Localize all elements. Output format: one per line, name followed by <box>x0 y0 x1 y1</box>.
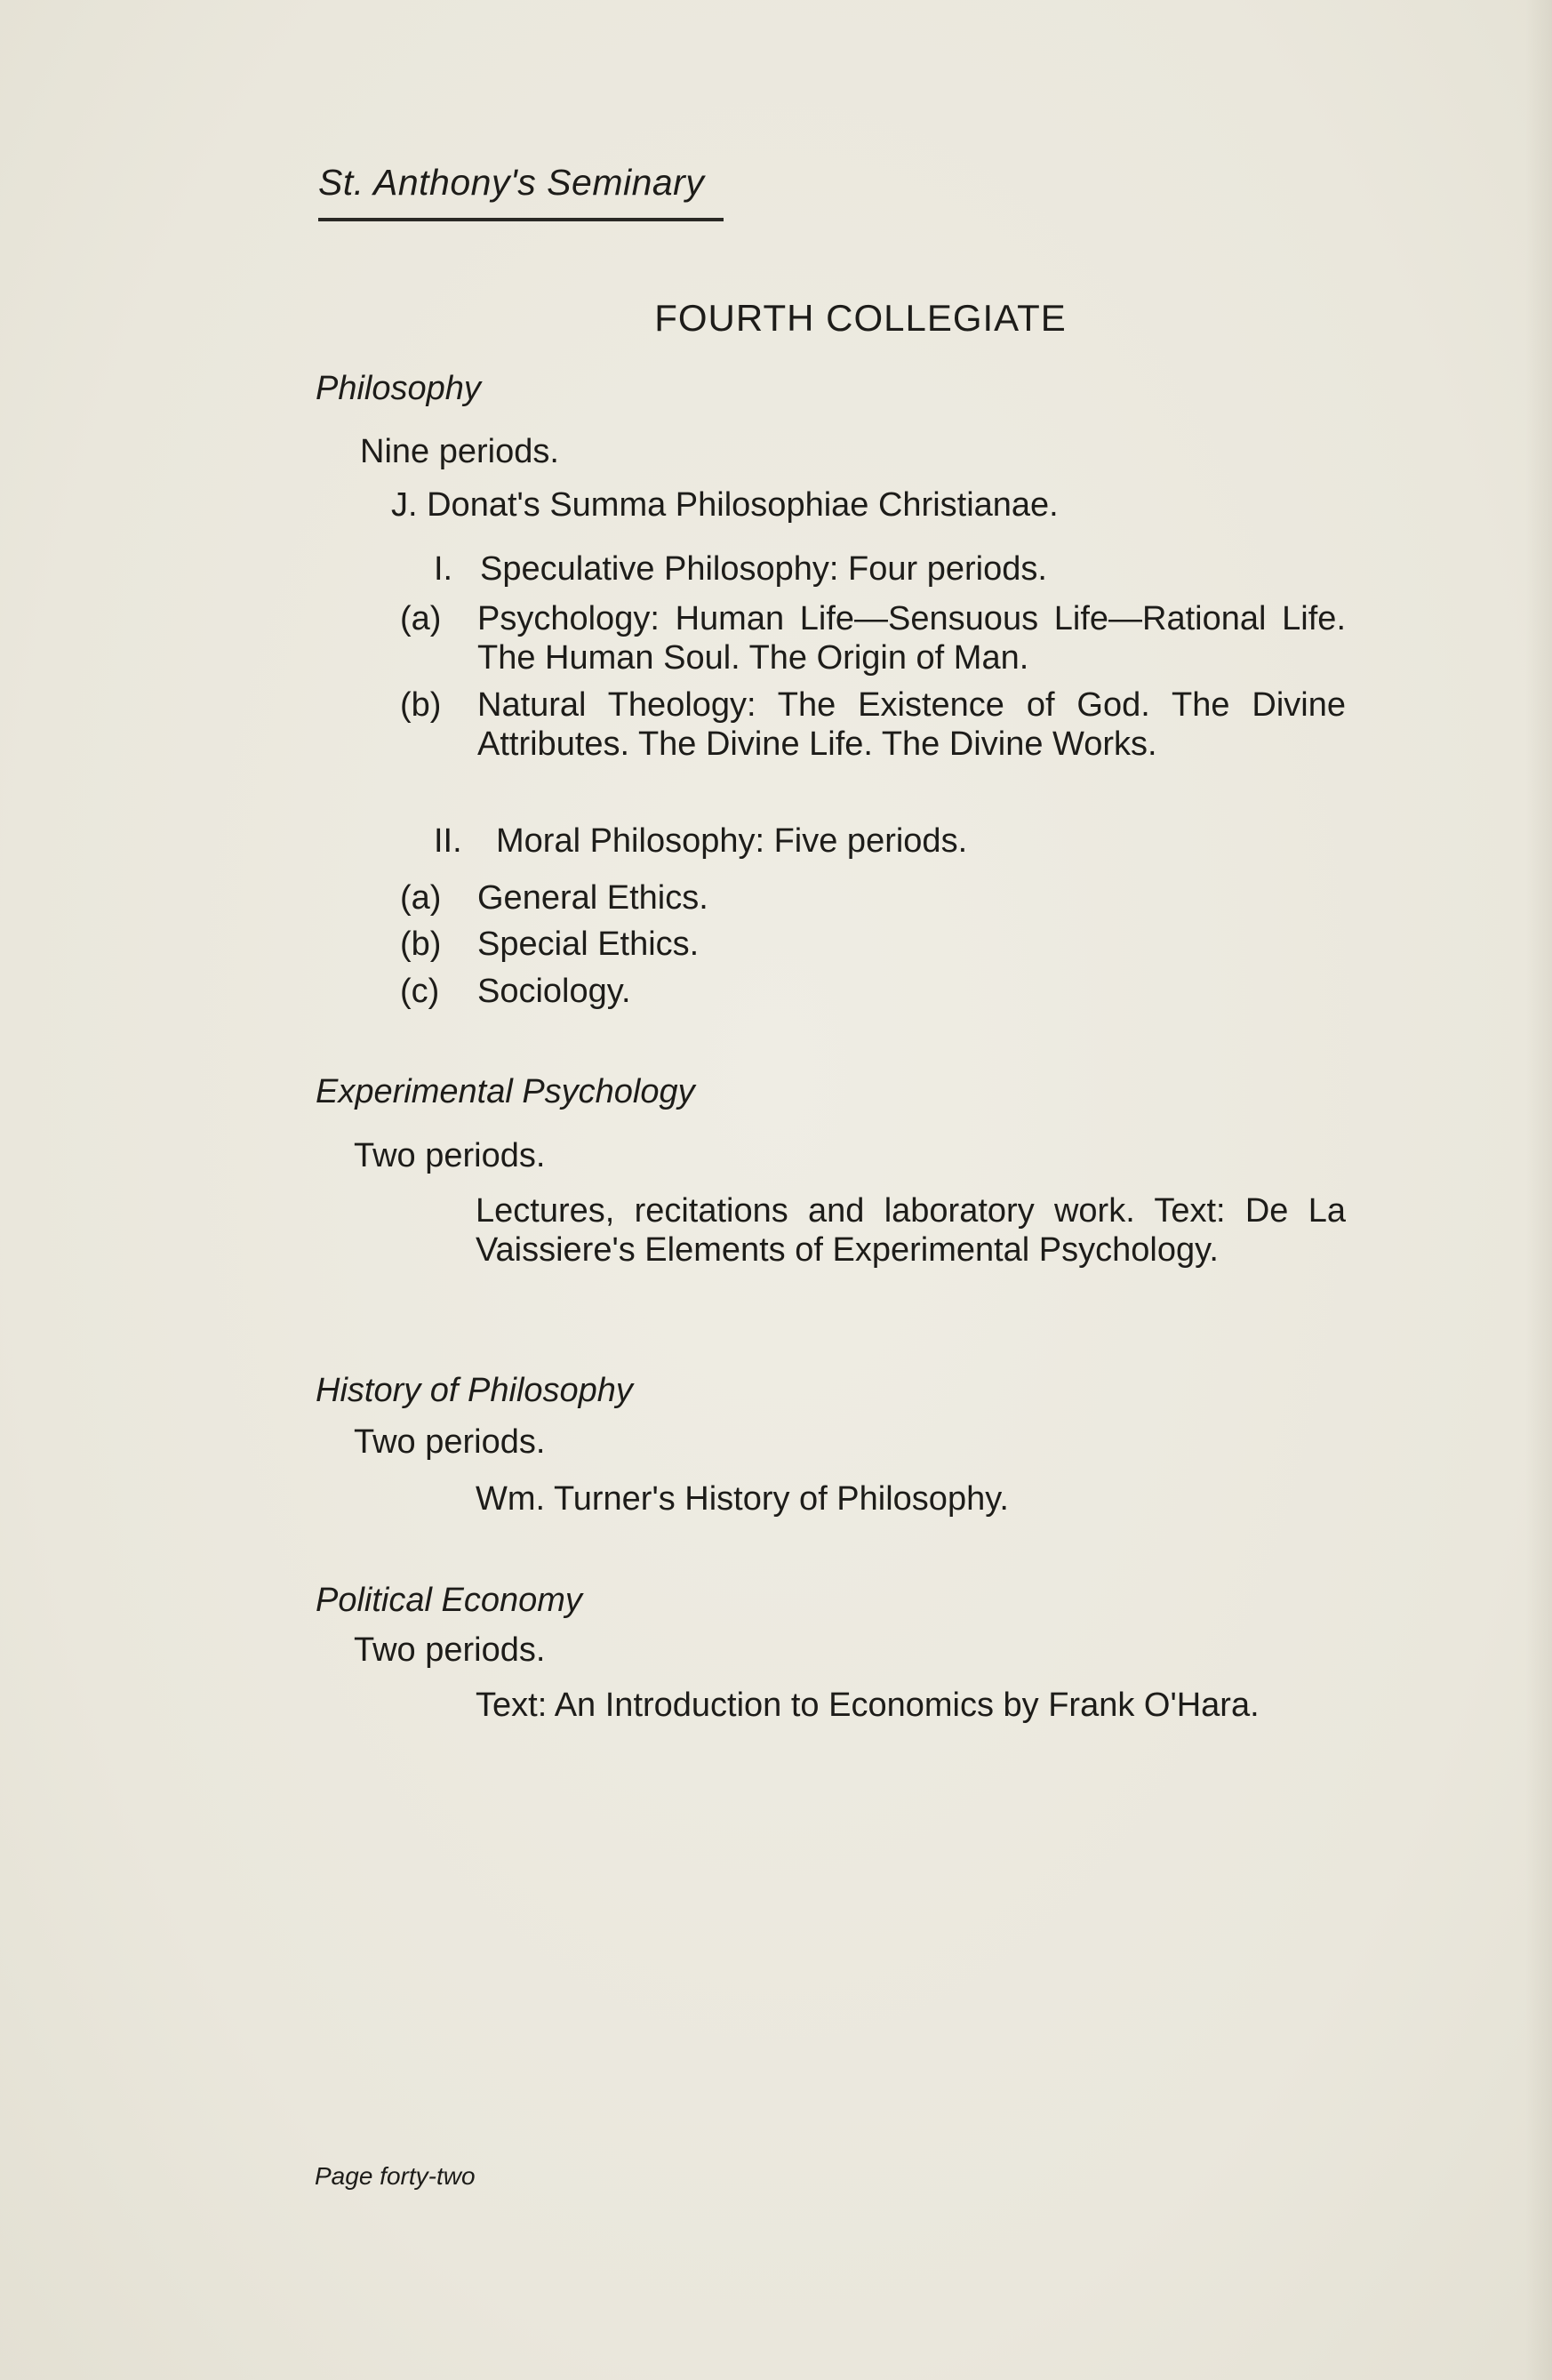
part2-c-marker: (c) <box>400 973 440 1010</box>
part2-a-text: General Ethics. <box>477 879 708 917</box>
header-rule <box>318 218 724 221</box>
part2-c-text: Sociology. <box>477 973 631 1010</box>
political-economy-periods: Two periods. <box>354 1631 546 1669</box>
heading-political-economy: Political Economy <box>316 1582 582 1619</box>
experimental-psychology-text: Lectures, recitations and laboratory work. Text: De La Vaissiere's Elements of Experimental Psychology. <box>476 1192 1346 1269</box>
history-of-philosophy-text: Wm. Turner's History of Philosophy. <box>476 1480 1009 1518</box>
part2-a-marker: (a) <box>400 879 442 917</box>
part2-b-text: Special Ethics. <box>477 926 700 963</box>
philosophy-text: J. Donat's Summa Philosophiae Christianae. <box>391 486 1059 524</box>
political-economy-text: Text: An Introduction to Economics by Frank O'Hara. <box>476 1687 1260 1724</box>
part1-numeral: I. <box>434 550 453 588</box>
page-fold-shadow <box>1525 0 1552 2380</box>
part1-a-text: Psychology: Human Life—Sensuous Life—Rational Life. The Human Soul. The Origin of Man. <box>477 600 1346 677</box>
heading-history-of-philosophy: History of Philosophy <box>316 1372 633 1409</box>
philosophy-periods: Nine periods. <box>360 433 559 470</box>
running-head: St. Anthony's Seminary <box>318 162 705 203</box>
part2-numeral: II. <box>434 822 462 860</box>
part1-a-marker: (a) <box>400 600 442 637</box>
part1-label: Speculative Philosophy: Four periods. <box>480 550 1047 588</box>
page-number: Page forty-two <box>315 2162 476 2190</box>
part2-b-marker: (b) <box>400 926 442 963</box>
page-title: FOURTH COLLEGIATE <box>654 297 1067 339</box>
history-of-philosophy-periods: Two periods. <box>354 1423 546 1461</box>
part1-b-marker: (b) <box>400 686 442 724</box>
heading-experimental-psychology: Experimental Psychology <box>316 1073 695 1110</box>
experimental-psychology-periods: Two periods. <box>354 1137 546 1174</box>
part2-label: Moral Philosophy: Five periods. <box>496 822 968 860</box>
heading-philosophy: Philosophy <box>316 370 481 407</box>
part1-b-text: Natural Theology: The Existence of God. The Divine Attributes. The Divine Life. The Divine Works. <box>477 686 1346 763</box>
